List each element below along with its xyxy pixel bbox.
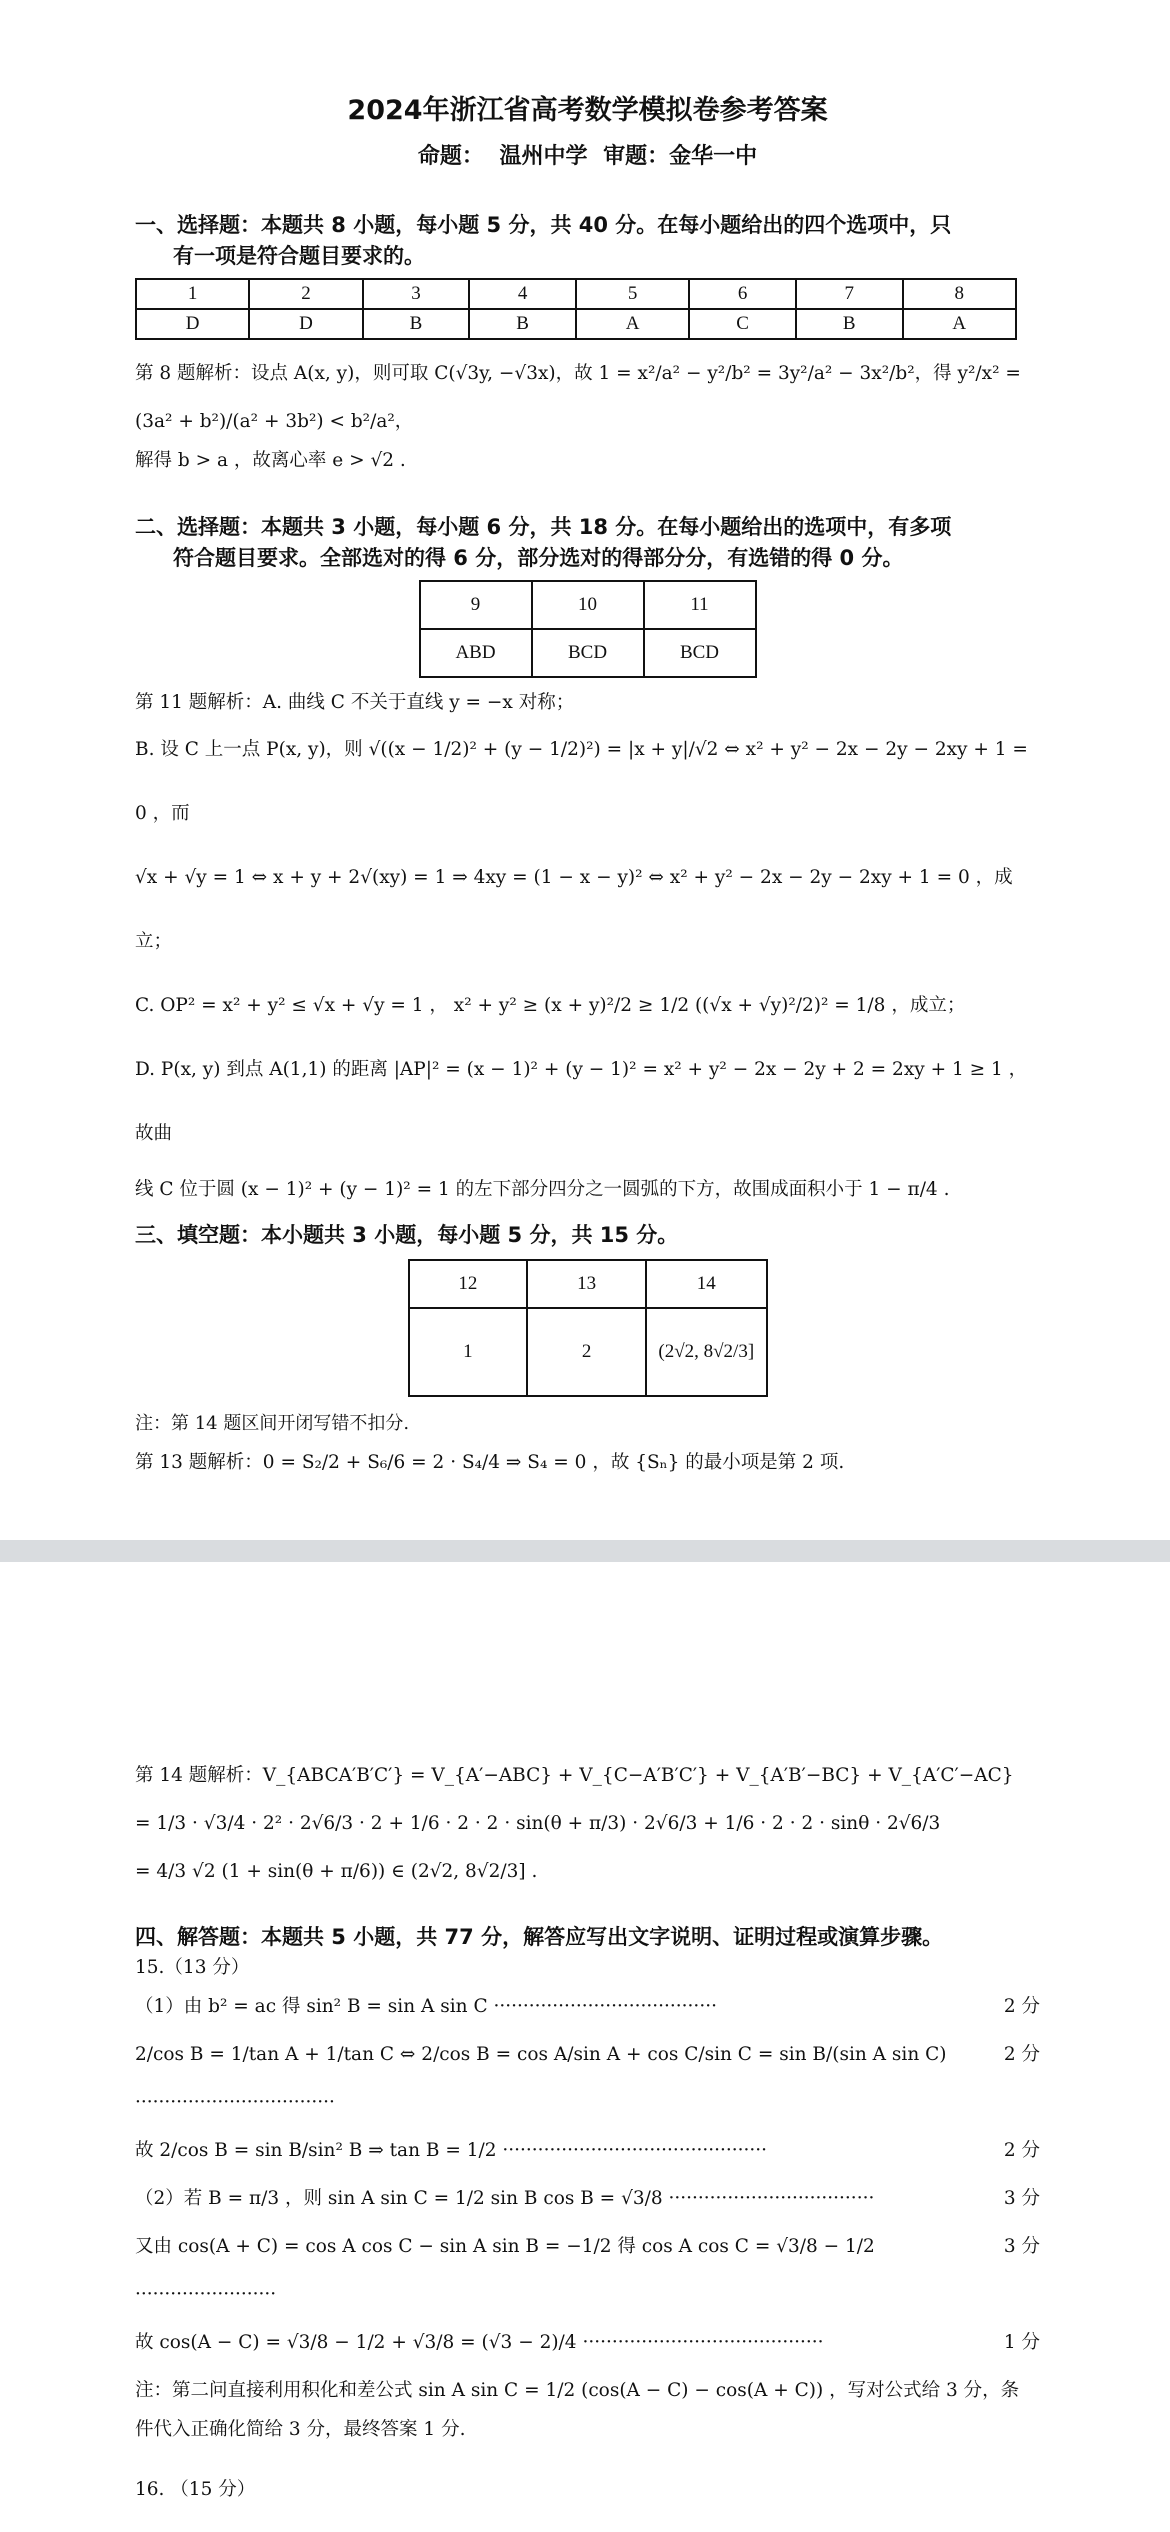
problem-15-header: 15.（13 分） — [135, 1957, 250, 1978]
step-6-text: 故 cos(A − C) = √3/8 − 1/2 + √3/8 = (√3 − 2)/4 ········································· — [135, 2332, 824, 2353]
step-2 — [135, 2031, 1040, 2127]
table-cell: 3 — [363, 279, 470, 309]
step-3-text: 故 2/cos B = sin B/sin² B ⇒ tan B = 1/2 ············································· — [135, 2140, 768, 2161]
problem-16-header: 16. （15 分） — [135, 2479, 256, 2500]
q11-solution-c: C. OP² = x² + y² ≤ √x + √y = 1 ， x² + y² ≥ (x + y)²/2 ≥ 1/2 ((√x + √y)²/2)² = 1/8 ，成立； — [135, 995, 966, 1016]
table-cell: B — [796, 309, 903, 339]
q11-solution-b1: B. 设 C 上一点 P(x, y)，则 √((x − 1/2)² + (y − 1/2)²) = |x + y|/√2 ⇔ x² + y² − 2x − 2y − 2xy + 1 = 0 ，而 — [135, 739, 1028, 824]
table-cell: ABD — [420, 629, 532, 677]
section-1-heading — [135, 210, 1040, 272]
section-1-heading-line1: 一、选择题：本题共 8 小题，每小题 5 分，共 40 分。在每小题给出的四个选项中，只 — [135, 213, 952, 237]
section-1-heading-line2: 有一项是符合题目要求的。 — [173, 244, 425, 268]
step-5-text: 又由 cos(A + C) = cos A cos C − sin A sin B = −1/2 得 cos A cos C = √3/8 − 1/2 ························ — [135, 2236, 875, 2305]
step-3 — [135, 2127, 1040, 2175]
table-cell: A — [903, 309, 1016, 339]
table-cell: 2 — [249, 279, 362, 309]
table-row — [136, 279, 1016, 309]
step-6-score: 1 分 — [1003, 2332, 1040, 2353]
table-cell: 4 — [469, 279, 576, 309]
q14-solution-line3: = 4/3 √2 (1 + sin(θ + π/6)) ∈ (2√2, 8√2/3] . — [135, 1861, 538, 1882]
q11-solution-d1: D. P(x, y) 到点 A(1,1) 的距离 |AP|² = (x − 1)² + (y − 1)² = x² + y² − 2x − 2y + 2 = 2xy + 1 ≥ 1 ，故曲 — [135, 1059, 1028, 1144]
table-cell: 1 — [136, 279, 249, 309]
step-4-score: 3 分 — [1003, 2188, 1040, 2209]
table-cell: A — [576, 309, 689, 339]
table-cell: BCD — [644, 629, 756, 677]
q11-solution-d2: 线 C 位于圆 (x − 1)² + (y − 1)² = 1 的左下部分四分之一圆弧的下方，故围成面积小于 1 − π/4 . — [135, 1179, 950, 1200]
q8-solution — [135, 350, 1040, 446]
q14-note: 注：第 14 题区间开闭写错不扣分. — [135, 1413, 410, 1434]
table-cell: B — [469, 309, 576, 339]
q13-solution: 第 13 题解析：0 = S₂/2 + S₆/6 = 2 · S₄/4 ⇒ S₄ = 0 ，故 {Sₙ} 的最小项是第 2 项. — [135, 1452, 845, 1473]
table-cell: 2 — [527, 1308, 646, 1396]
table-row — [420, 629, 756, 677]
table-cell: 5 — [576, 279, 689, 309]
table-cell: 10 — [532, 581, 644, 629]
step-3-score: 2 分 — [1003, 2140, 1040, 2161]
table-row — [409, 1260, 767, 1308]
q8-solution-part1: 第 8 题解析：设点 A(x, y)，则可取 C(√3y, −√3x)，故 1 = — [135, 363, 638, 384]
table-cell: D — [249, 309, 362, 339]
table-cell: 7 — [796, 279, 903, 309]
table-cell: D — [136, 309, 249, 339]
page-subtitle: 命题： 温州中学 审题：金华一中 — [417, 144, 758, 169]
table-cell: B — [363, 309, 470, 339]
table-cell: BCD — [532, 629, 644, 677]
step-5 — [135, 2223, 1040, 2319]
answer-table-1 — [135, 278, 1017, 340]
section-4-heading: 四、解答题：本题共 5 小题，共 77 分，解答应写出文字说明、证明过程或演算步骤。 — [135, 1925, 944, 1949]
step-6 — [135, 2319, 1040, 2367]
page-separator — [0, 1540, 1170, 1562]
section-2-heading-line1: 二、选择题：本题共 3 小题，每小题 6 分，共 18 分。在每小题给出的选项中，有多项 — [135, 515, 952, 539]
table-row — [409, 1308, 767, 1396]
page-title: 2024年浙江省高考数学模拟卷参考答案 — [347, 95, 828, 126]
table-cell: 6 — [689, 279, 796, 309]
step-1-text: （1）由 b² = ac 得 sin² B = sin A sin C ······································ — [135, 1996, 717, 2017]
q8-conclusion: 解得 b > a ，故离心率 e > √2 . — [135, 450, 406, 471]
table-cell: 9 — [420, 581, 532, 629]
note-line-1: 注：第二问直接利用积化和差公式 sin A sin C = 1/2 (cos(A − C) − cos(A + C)) ，写对公式给 3 分，条 — [135, 2380, 1020, 2401]
table-cell: 11 — [644, 581, 756, 629]
step-5-score: 3 分 — [1003, 2236, 1040, 2257]
step-2-score: 2 分 — [1003, 2044, 1040, 2065]
note-line-2: 件代入正确化简给 3 分，最终答案 1 分. — [135, 2419, 466, 2440]
section-2-heading — [135, 512, 1040, 574]
table-cell: 8 — [903, 279, 1016, 309]
q14-solution-line2: = 1/3 · √3/4 · 2² · 2√6/3 · 2 + 1/6 · 2 · 2 · sin(θ + π/3) · 2√6/3 + 1/6 · 2 · 2 · sinθ · 2√6/3 — [135, 1813, 941, 1834]
answer-table-2 — [419, 580, 757, 678]
table-cell: (2√2, 8√2/3] — [646, 1308, 766, 1396]
section-3-heading: 三、填空题：本小题共 3 小题，每小题 5 分，共 15 分。 — [135, 1223, 679, 1247]
table-cell: 14 — [646, 1260, 766, 1308]
answer-table-3 — [408, 1259, 768, 1397]
q14-solution-line1: 第 14 题解析：V_{ABCA′B′C′} = V_{A′−ABC} + V_{C−A′B′C′} + V_{A′B′−BC} + V_{A′C′−AC} — [135, 1765, 1014, 1786]
answer-page-2 — [0, 1562, 1170, 2532]
table-cell: 12 — [409, 1260, 528, 1308]
step-1 — [135, 1983, 1040, 2031]
table-cell: C — [689, 309, 796, 339]
q11-solution-a: 第 11 题解析：A. 曲线 C 不关于直线 y = −x 对称； — [135, 692, 575, 713]
step-4 — [135, 2175, 1040, 2223]
section-2-heading-line2: 符合题目要求。全部选对的得 6 分，部分选对的得部分分，有选错的得 0 分。 — [173, 546, 904, 570]
table-cell: 13 — [527, 1260, 646, 1308]
q8-solution-part2: x²/a² − y²/b² = 3y²/a² − 3x²/b²，得 y²/x² = (3a² + b²)/(a² + 3b²) < b²/a²， — [135, 363, 1021, 432]
q11-solution-b2: √x + √y = 1 ⇔ x + y + 2√(xy) = 1 ⇒ 4xy = (1 − x − y)² ⇔ x² + y² − 2x − 2y − 2xy + 1 = 0 ，成立； — [135, 867, 1013, 952]
table-cell: 1 — [409, 1308, 528, 1396]
step-4-text: （2）若 B = π/3 ，则 sin A sin C = 1/2 sin B cos B = √3/8 ··································· — [135, 2188, 875, 2209]
table-row — [136, 309, 1016, 339]
table-row — [420, 581, 756, 629]
step-1-score: 2 分 — [1003, 1996, 1040, 2017]
step-2-text: 2/cos B = 1/tan A + 1/tan C ⇔ 2/cos B = cos A/sin A + cos C/sin C = sin B/(sin A sin C) ·································· — [135, 2044, 947, 2113]
